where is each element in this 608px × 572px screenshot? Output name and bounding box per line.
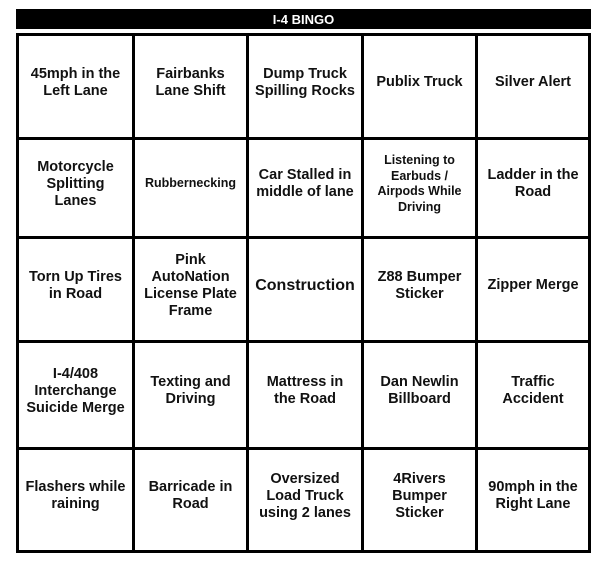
bingo-cell-r2-c4[interactable]: Listening to Earbuds / Airpods While Driving bbox=[364, 140, 475, 236]
bingo-cell-r4-c4[interactable]: Dan Newlin Billboard bbox=[364, 343, 475, 447]
bingo-cell-r5-c5[interactable]: 90mph in the Right Lane bbox=[478, 450, 588, 550]
bingo-cell-r2-c1[interactable]: Motorcycle Splitting Lanes bbox=[19, 140, 132, 236]
bingo-cell-r4-c1[interactable]: I-4/408 Interchange Suicide Merge bbox=[19, 343, 132, 447]
bingo-cell-r5-c3[interactable]: Oversized Load Truck using 2 lanes bbox=[249, 450, 361, 550]
bingo-cell-r1-c1[interactable]: 45mph in the Left Lane bbox=[19, 36, 132, 137]
bingo-cell-r4-c5[interactable]: Traffic Accident bbox=[478, 343, 588, 447]
bingo-board bbox=[16, 33, 591, 553]
bingo-cell-r4-c3[interactable]: Mattress in the Road bbox=[249, 343, 361, 447]
bingo-cell-r3-c1[interactable]: Torn Up Tires in Road bbox=[19, 239, 132, 340]
bingo-cell-r2-c2[interactable]: Rubbernecking bbox=[135, 140, 246, 236]
bingo-cell-r1-c3[interactable]: Dump Truck Spilling Rocks bbox=[249, 36, 361, 137]
bingo-cell-r1-c4[interactable]: Publix Truck bbox=[364, 36, 475, 137]
bingo-cell-r5-c2[interactable]: Barricade in Road bbox=[135, 450, 246, 550]
bingo-cell-r2-c3[interactable]: Car Stalled in middle of lane bbox=[249, 140, 361, 236]
bingo-cell-r5-c1[interactable]: Flashers while raining bbox=[19, 450, 132, 550]
bingo-cell-r3-c5[interactable]: Zipper Merge bbox=[478, 239, 588, 340]
bingo-cell-r1-c2[interactable]: Fairbanks Lane Shift bbox=[135, 36, 246, 137]
bingo-cell-r2-c5[interactable]: Ladder in the Road bbox=[478, 140, 588, 236]
bingo-cell-r5-c4[interactable]: 4Rivers Bumper Sticker bbox=[364, 450, 475, 550]
bingo-title: I-4 BINGO bbox=[16, 9, 591, 29]
bingo-cell-r1-c5[interactable]: Silver Alert bbox=[478, 36, 588, 137]
bingo-cell-r3-c2[interactable]: Pink AutoNation License Plate Frame bbox=[135, 239, 246, 340]
bingo-cell-r3-c3[interactable]: Construction bbox=[249, 239, 361, 340]
bingo-cell-r4-c2[interactable]: Texting and Driving bbox=[135, 343, 246, 447]
bingo-cell-r3-c4[interactable]: Z88 Bumper Sticker bbox=[364, 239, 475, 340]
